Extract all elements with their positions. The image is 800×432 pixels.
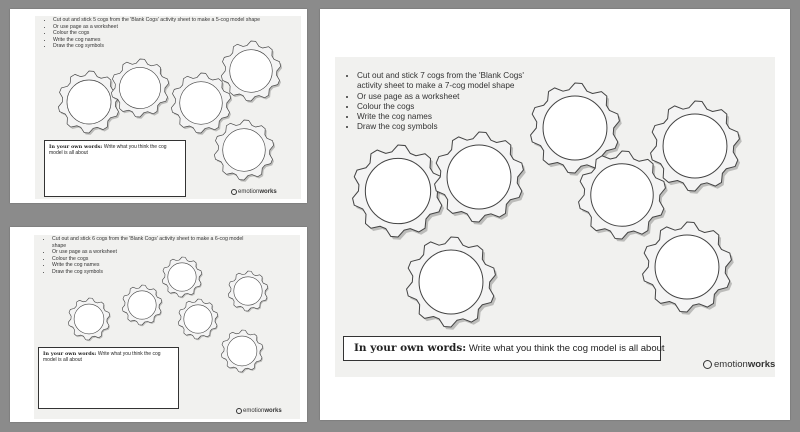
cog[interactable] (162, 257, 203, 298)
cog-center-circle (447, 145, 511, 209)
cog[interactable] (178, 299, 219, 340)
cog-center-circle (663, 114, 727, 178)
slide-content (35, 16, 301, 199)
own-words-heading: In your own words: (49, 144, 103, 150)
cog-center-circle (74, 304, 104, 334)
instruction-item: • Write the cog names (53, 37, 293, 44)
heart-icon (236, 408, 242, 414)
cog[interactable] (435, 132, 526, 225)
instruction-item: • Write the cog names (52, 262, 252, 269)
slide-7-cog[interactable] (320, 9, 790, 420)
cog[interactable] (407, 237, 498, 330)
cog-center-circle (223, 129, 266, 172)
own-words-heading: In your own words: (354, 342, 467, 354)
emotionworks-logo: emotion works (703, 359, 775, 370)
instruction-item: • Colour the cogs (53, 30, 293, 37)
instruction-item: • Colour the cogs (52, 256, 252, 263)
instruction-item: • Cut out and stick 6 cogs from the 'Blank Cogs' activity sheet to make a 6-cog model shape (52, 236, 252, 249)
instruction-item: • Or use page as a worksheet (52, 249, 252, 256)
cog-center-circle (234, 277, 262, 305)
cog[interactable] (651, 101, 742, 194)
cog[interactable] (214, 120, 275, 182)
own-words-box[interactable] (38, 347, 179, 409)
slide-5-cog[interactable] (10, 9, 307, 203)
heart-icon (703, 360, 712, 369)
cog[interactable] (221, 330, 264, 373)
cog-area (335, 57, 775, 377)
cog-center-circle (230, 50, 273, 93)
cog-center-circle (591, 164, 653, 226)
cog-center-circle (119, 67, 160, 108)
cog-center-circle (227, 336, 257, 366)
cog[interactable] (228, 271, 269, 312)
cog-center-circle (180, 82, 223, 125)
instruction-item: • Write the cog names (357, 112, 542, 122)
slide-6-cog[interactable] (10, 227, 307, 422)
slide-content (335, 57, 775, 377)
cog-center-circle (419, 250, 483, 314)
cog-center-circle (128, 291, 156, 319)
cog-center-circle (543, 96, 607, 160)
cog[interactable] (643, 222, 734, 315)
own-words-prompt: Write what you think the cog model is all about (43, 351, 161, 363)
heart-icon (231, 189, 237, 195)
own-words-box[interactable] (44, 140, 186, 197)
cog[interactable] (171, 73, 232, 135)
cog-center-circle (67, 80, 111, 124)
own-words-box[interactable] (343, 336, 665, 361)
instruction-item: • Draw the cog symbols (53, 43, 293, 50)
cog[interactable] (111, 59, 170, 119)
emotionworks-logo: emotion works (236, 408, 282, 414)
cog[interactable] (68, 298, 111, 341)
instruction-item: • Or use page as a worksheet (53, 24, 293, 31)
cog-center-circle (365, 158, 430, 223)
emotionworks-logo: emotion works (231, 189, 277, 195)
cog-center-circle (184, 305, 212, 333)
own-words-prompt: Write what you think the cog model is all about (468, 343, 665, 354)
cog-center-circle (655, 235, 719, 299)
cog[interactable] (58, 71, 121, 135)
cog[interactable] (122, 285, 163, 326)
instruction-item: • Cut out and stick 5 cogs from the 'Blank Cogs' activity sheet to make a 5-cog model shape (53, 17, 293, 24)
instruction-item: • Colour the cogs (357, 102, 542, 112)
own-words-heading: In your own words: (43, 351, 97, 357)
instruction-item: • Draw the cog symbols (52, 269, 252, 276)
instruction-item: • Draw the cog symbols (357, 122, 542, 132)
slide-content (34, 235, 300, 419)
cog[interactable] (221, 41, 282, 103)
own-words-prompt: Write what you think the cog model is all about (49, 144, 167, 156)
cog[interactable] (353, 145, 446, 240)
instruction-item: • Cut out and stick 7 cogs from the 'Blank Cogs' activity sheet to make a 7-cog model shape (357, 71, 542, 92)
instruction-item: • Or use page as a worksheet (357, 92, 542, 102)
cog-center-circle (168, 263, 196, 291)
